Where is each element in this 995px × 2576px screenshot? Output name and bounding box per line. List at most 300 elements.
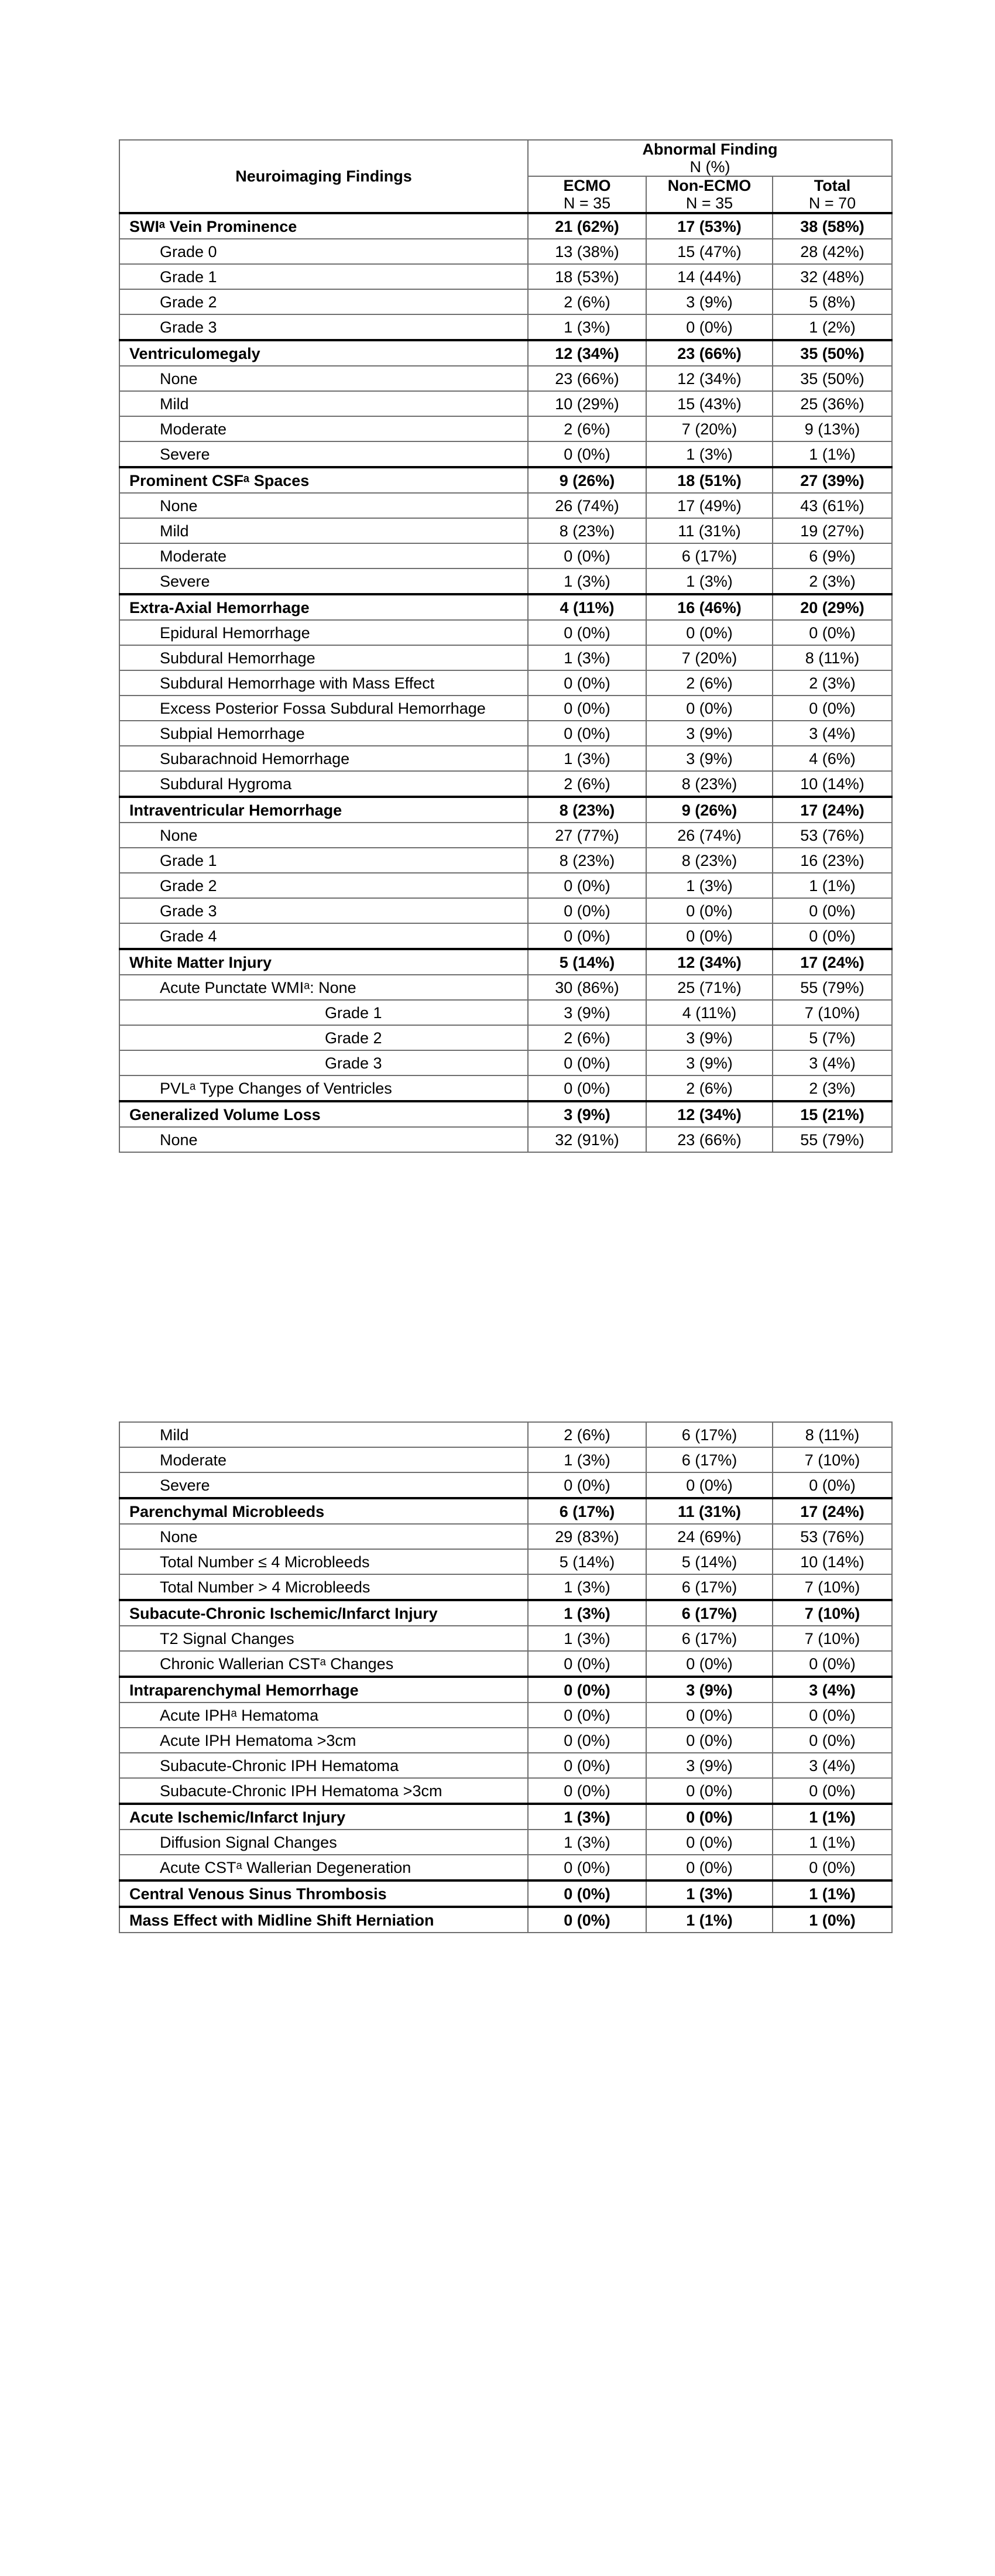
total-value: 55 (79%) xyxy=(773,975,892,1000)
non-ecmo-value: 0 (0%) xyxy=(646,1855,773,1880)
ecmo-value: 5 (14%) xyxy=(528,949,646,975)
ecmo-value: 5 (14%) xyxy=(528,1549,646,1574)
table-row xyxy=(119,1855,892,1880)
non-ecmo-value: 14 (44%) xyxy=(646,264,773,289)
table-row xyxy=(119,771,892,797)
non-ecmo-value: 6 (17%) xyxy=(646,1626,773,1651)
ecmo-value: 12 (34%) xyxy=(528,340,646,366)
category-row xyxy=(119,949,892,975)
ecmo-value: 0 (0%) xyxy=(528,1753,646,1778)
non-ecmo-value: 3 (9%) xyxy=(646,1753,773,1778)
table-row xyxy=(119,416,892,441)
non-ecmo-value: 2 (6%) xyxy=(646,670,773,696)
non-ecmo-value: 0 (0%) xyxy=(646,1703,773,1728)
category-label: Subacute-Chronic Ischemic/Infarct Injury xyxy=(119,1600,528,1626)
table-row xyxy=(119,645,892,670)
non-ecmo-value: 2 (6%) xyxy=(646,1075,773,1101)
table-row xyxy=(119,493,892,518)
category-label: Central Venous Sinus Thrombosis xyxy=(119,1880,528,1907)
total-value: 1 (1%) xyxy=(773,873,892,898)
total-value: 7 (10%) xyxy=(773,1000,892,1025)
abnormal-finding-title: Abnormal Finding xyxy=(642,141,778,158)
ecmo-value: 23 (66%) xyxy=(528,366,646,391)
ecmo-value: 1 (3%) xyxy=(528,568,646,594)
table-row xyxy=(119,923,892,949)
total-value: 0 (0%) xyxy=(773,898,892,923)
neuroimaging-findings-header: Neuroimaging Findings xyxy=(119,140,528,213)
non-ecmo-value: 11 (31%) xyxy=(646,518,773,543)
finding-label: Severe xyxy=(119,568,528,594)
table-row xyxy=(119,289,892,314)
non-ecmo-value: 25 (71%) xyxy=(646,975,773,1000)
finding-label: Severe xyxy=(119,1472,528,1498)
column-name: Non-ECMO xyxy=(667,177,752,194)
finding-label: Grade 2 xyxy=(119,873,528,898)
table-row xyxy=(119,568,892,594)
non-ecmo-value: 3 (9%) xyxy=(646,1050,773,1075)
finding-label: Grade 2 xyxy=(119,1025,528,1050)
non-ecmo-value: 24 (69%) xyxy=(646,1524,773,1549)
non-ecmo-value: 3 (9%) xyxy=(646,1677,773,1703)
non-ecmo-value: 23 (66%) xyxy=(646,340,773,366)
total-value: 7 (10%) xyxy=(773,1447,892,1472)
total-value: 9 (13%) xyxy=(773,416,892,441)
ecmo-value: 0 (0%) xyxy=(528,696,646,721)
total-value: 3 (4%) xyxy=(773,721,892,746)
finding-label: Grade 1 xyxy=(119,1000,528,1025)
ecmo-value: 30 (86%) xyxy=(528,975,646,1000)
total-value: 0 (0%) xyxy=(773,1728,892,1753)
ecmo-value: 1 (3%) xyxy=(528,1574,646,1600)
non-ecmo-value: 3 (9%) xyxy=(646,721,773,746)
finding-label: Grade 1 xyxy=(119,264,528,289)
table-row xyxy=(119,975,892,1000)
non-ecmo-value: 0 (0%) xyxy=(646,314,773,340)
total-value: 17 (24%) xyxy=(773,949,892,975)
total-value: 5 (8%) xyxy=(773,289,892,314)
non-ecmo-value: 7 (20%) xyxy=(646,416,773,441)
ecmo-value: 1 (3%) xyxy=(528,1600,646,1626)
category-label: White Matter Injury xyxy=(119,949,528,975)
ecmo-value: 0 (0%) xyxy=(528,1472,646,1498)
total-value: 7 (10%) xyxy=(773,1574,892,1600)
total-value: 35 (50%) xyxy=(773,340,892,366)
ecmo-value: 0 (0%) xyxy=(528,1677,646,1703)
total-value: 0 (0%) xyxy=(773,923,892,949)
total-value: 0 (0%) xyxy=(773,1855,892,1880)
ecmo-value: 26 (74%) xyxy=(528,493,646,518)
total-value: 8 (11%) xyxy=(773,645,892,670)
ecmo-value: 2 (6%) xyxy=(528,289,646,314)
non-ecmo-value: 0 (0%) xyxy=(646,1778,773,1804)
table-row xyxy=(119,543,892,568)
category-row xyxy=(119,467,892,493)
non-ecmo-value: 0 (0%) xyxy=(646,1804,773,1830)
finding-label: Grade 3 xyxy=(119,1050,528,1075)
non-ecmo-value: 23 (66%) xyxy=(646,1127,773,1152)
non-ecmo-value: 0 (0%) xyxy=(646,898,773,923)
ecmo-value: 18 (53%) xyxy=(528,264,646,289)
non-ecmo-value: 0 (0%) xyxy=(646,923,773,949)
total-value: 0 (0%) xyxy=(773,1778,892,1804)
finding-label: Acute IPH Hematoma >3cm xyxy=(119,1728,528,1753)
table-row xyxy=(119,1626,892,1651)
finding-label: Acute IPHᵃ Hematoma xyxy=(119,1703,528,1728)
finding-label: Subacute-Chronic IPH Hematoma xyxy=(119,1753,528,1778)
findings-table-part-1 xyxy=(119,139,893,1153)
findings-table-body xyxy=(119,213,892,1152)
finding-label: Subdural Hygroma xyxy=(119,771,528,797)
total-value: 43 (61%) xyxy=(773,493,892,518)
total-value: 53 (76%) xyxy=(773,1524,892,1549)
total-value: 1 (2%) xyxy=(773,314,892,340)
ecmo-value: 3 (9%) xyxy=(528,1101,646,1127)
non-ecmo-value: 0 (0%) xyxy=(646,1651,773,1677)
ecmo-value: 0 (0%) xyxy=(528,620,646,645)
table-row xyxy=(119,670,892,696)
category-label: Prominent CSFᵃ Spaces xyxy=(119,467,528,493)
total-value: 7 (10%) xyxy=(773,1626,892,1651)
table-row xyxy=(119,518,892,543)
total-value: 16 (23%) xyxy=(773,848,892,873)
total-value: 3 (4%) xyxy=(773,1050,892,1075)
ecmo-value: 0 (0%) xyxy=(528,1907,646,1933)
table-row xyxy=(119,1000,892,1025)
non-ecmo-value: 0 (0%) xyxy=(646,696,773,721)
findings-table-body xyxy=(119,1422,892,1933)
category-row xyxy=(119,1804,892,1830)
ecmo-value: 0 (0%) xyxy=(528,873,646,898)
non-ecmo-value: 3 (9%) xyxy=(646,289,773,314)
finding-label: None xyxy=(119,493,528,518)
category-row xyxy=(119,1498,892,1524)
ecmo-value: 0 (0%) xyxy=(528,670,646,696)
total-value: 19 (27%) xyxy=(773,518,892,543)
finding-label: None xyxy=(119,823,528,848)
total-value: 27 (39%) xyxy=(773,467,892,493)
category-row xyxy=(119,594,892,620)
category-row xyxy=(119,1600,892,1626)
table-row xyxy=(119,239,892,264)
total-value: 17 (24%) xyxy=(773,797,892,823)
table-row xyxy=(119,1574,892,1600)
column-header-ecmo xyxy=(528,176,646,213)
ecmo-value: 1 (3%) xyxy=(528,1830,646,1855)
total-value: 1 (1%) xyxy=(773,441,892,467)
non-ecmo-value: 12 (34%) xyxy=(646,366,773,391)
total-value: 2 (3%) xyxy=(773,568,892,594)
non-ecmo-value: 3 (9%) xyxy=(646,1025,773,1050)
total-value: 6 (9%) xyxy=(773,543,892,568)
category-label: Ventriculomegaly xyxy=(119,340,528,366)
category-row xyxy=(119,1907,892,1933)
table-row xyxy=(119,1075,892,1101)
table-row xyxy=(119,746,892,771)
non-ecmo-value: 17 (49%) xyxy=(646,493,773,518)
ecmo-value: 0 (0%) xyxy=(528,721,646,746)
ecmo-value: 2 (6%) xyxy=(528,1025,646,1050)
category-row xyxy=(119,1677,892,1703)
total-value: 25 (36%) xyxy=(773,391,892,416)
category-label: Mass Effect with Midline Shift Herniation xyxy=(119,1907,528,1933)
non-ecmo-value: 11 (31%) xyxy=(646,1498,773,1524)
non-ecmo-value: 8 (23%) xyxy=(646,848,773,873)
table-row xyxy=(119,721,892,746)
non-ecmo-value: 0 (0%) xyxy=(646,620,773,645)
finding-label: Grade 2 xyxy=(119,289,528,314)
ecmo-value: 29 (83%) xyxy=(528,1524,646,1549)
total-value: 5 (7%) xyxy=(773,1025,892,1050)
non-ecmo-value: 6 (17%) xyxy=(646,543,773,568)
non-ecmo-value: 0 (0%) xyxy=(646,1728,773,1753)
total-value: 0 (0%) xyxy=(773,620,892,645)
total-value: 17 (24%) xyxy=(773,1498,892,1524)
finding-label: PVLᵃ Type Changes of Ventricles xyxy=(119,1075,528,1101)
ecmo-value: 0 (0%) xyxy=(528,1855,646,1880)
category-label: Parenchymal Microbleeds xyxy=(119,1498,528,1524)
total-value: 8 (11%) xyxy=(773,1422,892,1447)
table-row xyxy=(119,1127,892,1152)
ecmo-value: 6 (17%) xyxy=(528,1498,646,1524)
finding-label: Grade 1 xyxy=(119,848,528,873)
category-row xyxy=(119,797,892,823)
finding-label: Diffusion Signal Changes xyxy=(119,1830,528,1855)
table-row xyxy=(119,823,892,848)
category-label: Intraparenchymal Hemorrhage xyxy=(119,1677,528,1703)
non-ecmo-value: 1 (3%) xyxy=(646,568,773,594)
ecmo-value: 8 (23%) xyxy=(528,797,646,823)
ecmo-value: 1 (3%) xyxy=(528,1626,646,1651)
total-value: 38 (58%) xyxy=(773,213,892,239)
table-row xyxy=(119,314,892,340)
finding-label: Grade 3 xyxy=(119,898,528,923)
category-row xyxy=(119,213,892,239)
ecmo-value: 0 (0%) xyxy=(528,1778,646,1804)
finding-label: Subacute-Chronic IPH Hematoma >3cm xyxy=(119,1778,528,1804)
non-ecmo-value: 3 (9%) xyxy=(646,746,773,771)
ecmo-value: 0 (0%) xyxy=(528,441,646,467)
non-ecmo-value: 4 (11%) xyxy=(646,1000,773,1025)
total-value: 3 (4%) xyxy=(773,1677,892,1703)
table-row xyxy=(119,1050,892,1075)
table-row xyxy=(119,848,892,873)
table-row xyxy=(119,620,892,645)
table-row xyxy=(119,1651,892,1677)
total-value: 0 (0%) xyxy=(773,1472,892,1498)
non-ecmo-value: 6 (17%) xyxy=(646,1574,773,1600)
finding-label: Subpial Hemorrhage xyxy=(119,721,528,746)
non-ecmo-value: 26 (74%) xyxy=(646,823,773,848)
finding-label: Severe xyxy=(119,441,528,467)
ecmo-value: 27 (77%) xyxy=(528,823,646,848)
finding-label: Subarachnoid Hemorrhage xyxy=(119,746,528,771)
ecmo-value: 1 (3%) xyxy=(528,1447,646,1472)
table-row xyxy=(119,1447,892,1472)
total-value: 0 (0%) xyxy=(773,696,892,721)
total-value: 2 (3%) xyxy=(773,1075,892,1101)
abnormal-finding-subtitle: N (%) xyxy=(689,158,730,176)
ecmo-value: 0 (0%) xyxy=(528,1651,646,1677)
finding-label: Moderate xyxy=(119,416,528,441)
table-row xyxy=(119,873,892,898)
table-row xyxy=(119,1025,892,1050)
ecmo-value: 2 (6%) xyxy=(528,1422,646,1447)
total-value: 1 (1%) xyxy=(773,1804,892,1830)
total-value: 28 (42%) xyxy=(773,239,892,264)
category-row xyxy=(119,340,892,366)
category-row xyxy=(119,1880,892,1907)
ecmo-value: 0 (0%) xyxy=(528,1703,646,1728)
table-row xyxy=(119,264,892,289)
column-n: N = 70 xyxy=(808,194,856,212)
non-ecmo-value: 15 (43%) xyxy=(646,391,773,416)
category-label: SWIᵃ Vein Prominence xyxy=(119,213,528,239)
total-value: 1 (0%) xyxy=(773,1907,892,1933)
ecmo-value: 2 (6%) xyxy=(528,416,646,441)
ecmo-value: 1 (3%) xyxy=(528,1804,646,1830)
non-ecmo-value: 8 (23%) xyxy=(646,771,773,797)
table-row xyxy=(119,1524,892,1549)
ecmo-value: 2 (6%) xyxy=(528,771,646,797)
total-value: 2 (3%) xyxy=(773,670,892,696)
category-label: Acute Ischemic/Infarct Injury xyxy=(119,1804,528,1830)
non-ecmo-value: 1 (1%) xyxy=(646,1907,773,1933)
total-value: 3 (4%) xyxy=(773,1753,892,1778)
total-value: 0 (0%) xyxy=(773,1651,892,1677)
finding-label: Epidural Hemorrhage xyxy=(119,620,528,645)
finding-label: None xyxy=(119,366,528,391)
finding-label: Acute Punctate WMIᵃ: None xyxy=(119,975,528,1000)
table-row xyxy=(119,1753,892,1778)
finding-label: Mild xyxy=(119,391,528,416)
total-value: 55 (79%) xyxy=(773,1127,892,1152)
total-value: 15 (21%) xyxy=(773,1101,892,1127)
non-ecmo-value: 0 (0%) xyxy=(646,1472,773,1498)
total-value: 1 (1%) xyxy=(773,1830,892,1855)
total-value: 10 (14%) xyxy=(773,1549,892,1574)
total-value: 10 (14%) xyxy=(773,771,892,797)
column-name: Total xyxy=(814,177,851,194)
non-ecmo-value: 7 (20%) xyxy=(646,645,773,670)
finding-label: Chronic Wallerian CSTᵃ Changes xyxy=(119,1651,528,1677)
ecmo-value: 3 (9%) xyxy=(528,1000,646,1025)
table-row xyxy=(119,441,892,467)
ecmo-value: 0 (0%) xyxy=(528,923,646,949)
finding-label: Mild xyxy=(119,1422,528,1447)
table-row xyxy=(119,1422,892,1447)
abnormal-finding-header xyxy=(528,140,892,176)
finding-label: Total Number ≤ 4 Microbleeds xyxy=(119,1549,528,1574)
column-header-total xyxy=(773,176,892,213)
ecmo-value: 4 (11%) xyxy=(528,594,646,620)
ecmo-value: 0 (0%) xyxy=(528,898,646,923)
non-ecmo-value: 6 (17%) xyxy=(646,1422,773,1447)
ecmo-value: 0 (0%) xyxy=(528,1728,646,1753)
finding-label: None xyxy=(119,1524,528,1549)
category-label: Generalized Volume Loss xyxy=(119,1101,528,1127)
column-n: N = 35 xyxy=(563,194,611,212)
finding-label: Grade 3 xyxy=(119,314,528,340)
findings-table-part-2 xyxy=(119,1421,893,1933)
total-value: 4 (6%) xyxy=(773,746,892,771)
finding-label: T2 Signal Changes xyxy=(119,1626,528,1651)
total-value: 7 (10%) xyxy=(773,1600,892,1626)
category-label: Intraventricular Hemorrhage xyxy=(119,797,528,823)
total-value: 1 (1%) xyxy=(773,1880,892,1907)
finding-label: Subdural Hemorrhage xyxy=(119,645,528,670)
non-ecmo-value: 12 (34%) xyxy=(646,1101,773,1127)
ecmo-value: 1 (3%) xyxy=(528,645,646,670)
ecmo-value: 0 (0%) xyxy=(528,1050,646,1075)
ecmo-value: 21 (62%) xyxy=(528,213,646,239)
table-row xyxy=(119,1549,892,1574)
non-ecmo-value: 12 (34%) xyxy=(646,949,773,975)
ecmo-value: 1 (3%) xyxy=(528,746,646,771)
ecmo-value: 13 (38%) xyxy=(528,239,646,264)
non-ecmo-value: 0 (0%) xyxy=(646,1830,773,1855)
column-header-non-ecmo xyxy=(646,176,773,213)
ecmo-value: 8 (23%) xyxy=(528,518,646,543)
finding-label: Excess Posterior Fossa Subdural Hemorrhage xyxy=(119,696,528,721)
finding-label: Total Number > 4 Microbleeds xyxy=(119,1574,528,1600)
table-row xyxy=(119,1472,892,1498)
finding-label: None xyxy=(119,1127,528,1152)
non-ecmo-value: 5 (14%) xyxy=(646,1549,773,1574)
table-row xyxy=(119,1830,892,1855)
non-ecmo-value: 1 (3%) xyxy=(646,873,773,898)
finding-label: Moderate xyxy=(119,543,528,568)
category-label: Extra-Axial Hemorrhage xyxy=(119,594,528,620)
table-row xyxy=(119,366,892,391)
total-value: 20 (29%) xyxy=(773,594,892,620)
table-row xyxy=(119,391,892,416)
finding-label: Subdural Hemorrhage with Mass Effect xyxy=(119,670,528,696)
finding-label: Grade 4 xyxy=(119,923,528,949)
finding-label: Mild xyxy=(119,518,528,543)
column-n: N = 35 xyxy=(685,194,733,212)
column-name: ECMO xyxy=(563,177,611,194)
non-ecmo-value: 6 (17%) xyxy=(646,1600,773,1626)
ecmo-value: 1 (3%) xyxy=(528,314,646,340)
ecmo-value: 0 (0%) xyxy=(528,543,646,568)
ecmo-value: 9 (26%) xyxy=(528,467,646,493)
finding-label: Acute CSTᵃ Wallerian Degeneration xyxy=(119,1855,528,1880)
non-ecmo-value: 1 (3%) xyxy=(646,1880,773,1907)
table-row xyxy=(119,1778,892,1804)
total-value: 32 (48%) xyxy=(773,264,892,289)
non-ecmo-value: 16 (46%) xyxy=(646,594,773,620)
table-row xyxy=(119,1728,892,1753)
category-row xyxy=(119,1101,892,1127)
non-ecmo-value: 15 (47%) xyxy=(646,239,773,264)
table-row xyxy=(119,1703,892,1728)
ecmo-value: 0 (0%) xyxy=(528,1880,646,1907)
ecmo-value: 32 (91%) xyxy=(528,1127,646,1152)
total-value: 0 (0%) xyxy=(773,1703,892,1728)
table-row xyxy=(119,898,892,923)
non-ecmo-value: 18 (51%) xyxy=(646,467,773,493)
total-value: 53 (76%) xyxy=(773,823,892,848)
non-ecmo-value: 1 (3%) xyxy=(646,441,773,467)
ecmo-value: 0 (0%) xyxy=(528,1075,646,1101)
non-ecmo-value: 6 (17%) xyxy=(646,1447,773,1472)
ecmo-value: 10 (29%) xyxy=(528,391,646,416)
non-ecmo-value: 17 (53%) xyxy=(646,213,773,239)
finding-label: Grade 0 xyxy=(119,239,528,264)
finding-label: Moderate xyxy=(119,1447,528,1472)
ecmo-value: 8 (23%) xyxy=(528,848,646,873)
total-value: 35 (50%) xyxy=(773,366,892,391)
